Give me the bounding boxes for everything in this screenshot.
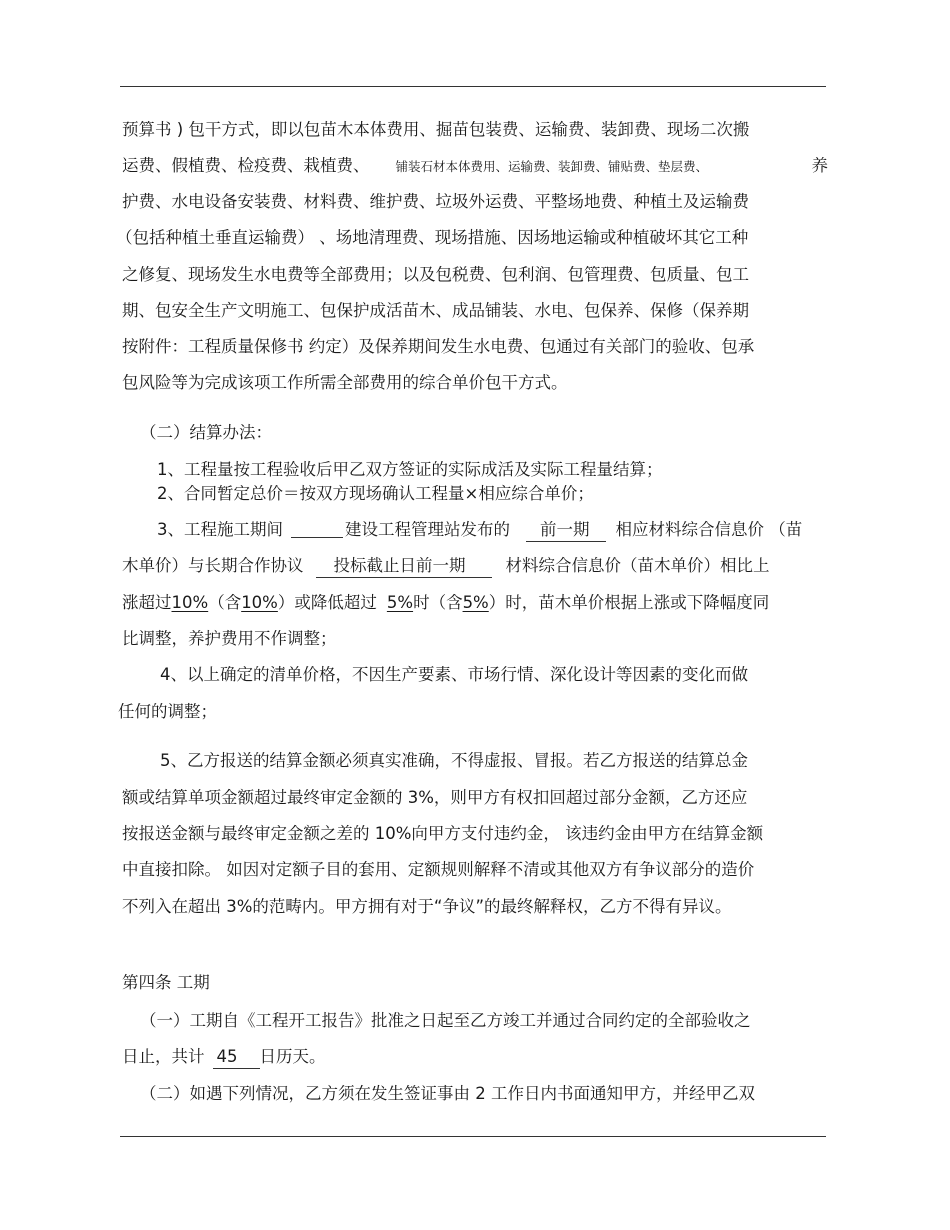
para1-line2-part-c: 养 [811,156,828,175]
item3-pct-4: 5% [462,593,489,612]
item3-line2-b: 材料综合信息价（苗木单价）相比上 [505,556,770,575]
para1-line7: 按附件：工程质量保修书 约定）及保养期间发生水电费、包通过有关部门的验收、包承 [122,337,755,356]
para1-line8: 包风险等为完成该项工作所需全部费用的综合单价包干方式。 [122,373,568,392]
header-rule [120,86,826,87]
article4-title: 第四条 工期 [122,973,210,992]
item3-underlined-bid-deadline: 投标截止日前一期 [333,556,466,575]
settlement-item-3-line2 [122,555,770,578]
article4-days-value: 45 [216,1047,238,1066]
article4-para1-line2 [122,1046,326,1069]
settlement-item-5-line2: 额或结算单项金额超过最终审定金额的 3%，则甲方有权扣回超过部分金额，乙方还应 [122,788,748,807]
settlement-item-3-line3 [122,592,769,614]
para1-line2-part-a: 运费、假植费、检疫费、栽植费、 [122,156,370,175]
para1-line4: （包括种植土垂直运输费） 、场地清理费、现场措施、因场地运输或种植破坏其它工种 [116,228,749,247]
article4-days-underline [213,1046,260,1069]
settlement-item-4-line2: 任何的调整； [118,702,217,721]
para1-line6: 期、包安全生产文明施工、包保护成活苗木、成品铺装、水电、包保养、保修（保养期 [122,301,749,320]
article4-para1-text-b: 日历天。 [259,1047,326,1066]
settlement-item-5-line4: 中直接扣除。 如因对定额子目的套用、定额规则解释不清或其他双方有争议部分的造价 [122,860,755,879]
para1-line2 [122,155,826,178]
settlement-item-5-line3: 按报送金额与最终审定金额之差的 10%向甲方支付违约金， 该违约金由甲方在结算金额 [122,824,764,843]
settlement-item-2: 2、合同暂定总价＝按双方现场确认工程量×相应综合单价； [157,484,594,503]
item3-pct-3: 5% [386,593,414,612]
item3-line3-e: ）时，苗木单价根据上涨或下降幅度同 [488,593,770,612]
item3-line3-b: （含 [208,593,242,612]
settlement-item-4-line1: 4、以上确定的清单价格，不因生产要素、市场行情、深化设计等因素的变化而做 [160,665,748,684]
item3-line2-a: 木单价）与长期合作协议 [122,556,304,575]
para1-line5: 之修复、现场发生水电费等全部费用；以及包税费、包利润、包管理费、包质量、包工 [122,265,749,284]
item3-blank-field [291,519,343,538]
item3-underlined-prev-period: 前一期 [540,520,590,539]
para1-line2-part-b: 铺装石材本体费用、运输费、装卸费、铺贴费、垫层费、 [395,159,709,174]
item3-text-b: 建设工程管理站发布的 [345,520,510,539]
settlement-item-5-line5: 不列入在超出 3%的范畴内。甲方拥有对于“争议”的最终解释权，乙方不得有异议。 [122,897,732,916]
item3-text-a: 3、工程施工期间 [157,520,283,539]
article4-para2-line1: （二）如遇下列情况，乙方须在发生签证事由 2 工作日内书面通知甲方，并经甲乙双 [140,1084,755,1103]
settlement-item-3-line1 [157,519,802,542]
para1-line3: 护费、水电设备安装费、材料费、维护费、垃圾外运费、平整场地费、种植土及运输费 [122,192,749,211]
article4-para1-line1: （一）工期自《工程开工报告》批准之日起至乙方竣工并通过合同约定的全部验收之 [140,1011,751,1030]
item3-text-c: 相应材料综合信息价 （苗 [615,520,803,539]
item3-line3-d: 时（含 [413,593,463,612]
item3-underline-2 [316,555,492,578]
footer-rule [120,1136,826,1137]
item3-pct-2: 10% [241,593,278,612]
item3-pct-1: 10% [171,593,209,612]
settlement-item-1: 1、工程量按工程验收后甲乙双方签证的实际成活及实际工程量结算； [157,460,663,479]
settlement-heading: （二）结算办法： [140,423,272,442]
item3-line3-a: 涨超过 [122,593,172,612]
settlement-item-5-line1: 5、乙方报送的结算金额必须真实准确，不得虚报、冒报。若乙方报送的结算总金 [160,751,748,770]
settlement-item-3-line4: 比调整，养护费用不作调整； [122,629,337,648]
item3-underline-1 [526,519,606,542]
para1-line1: 预算书 ) 包干方式，即以包苗木本体费用、掘苗包装费、运输费、装卸费、现场二次搬 [122,120,750,139]
item3-line3-c: ）或降低超过 [277,593,377,612]
article4-para1-text-a: 日止，共计 [122,1047,205,1066]
